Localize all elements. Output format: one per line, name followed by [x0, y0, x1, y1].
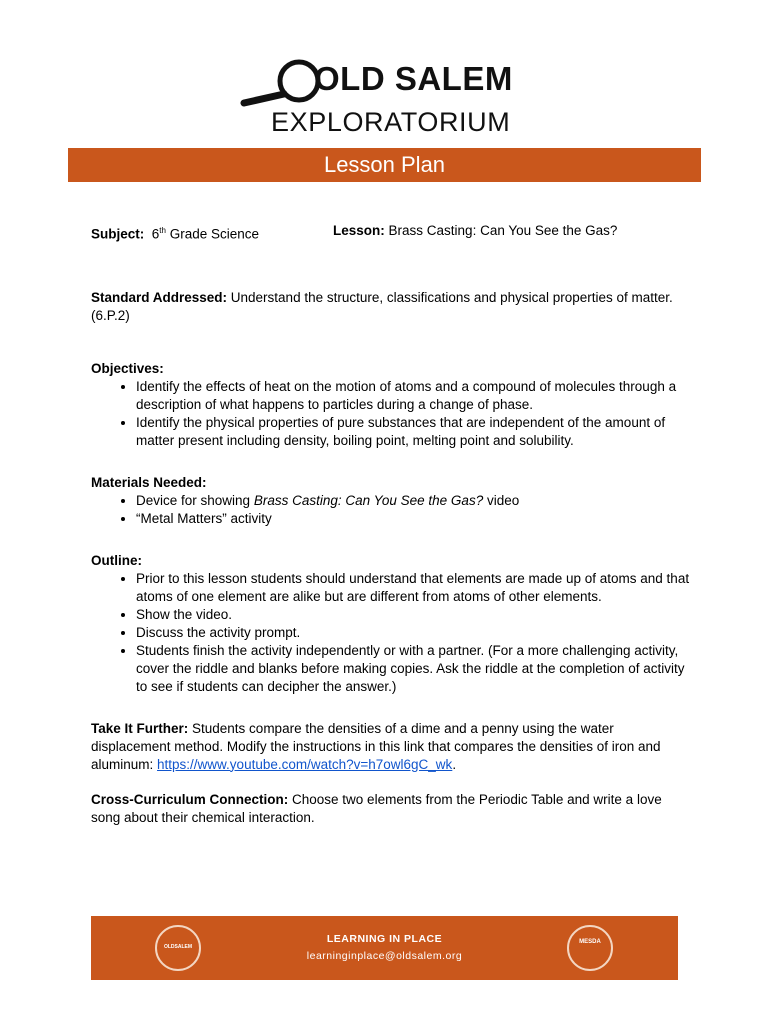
objectives-list	[91, 378, 691, 450]
footer-banner	[91, 916, 678, 980]
standard-text: Understand the structure, classifications and physical properties of matter. (6.P.2)	[91, 289, 673, 323]
outline-list	[91, 570, 691, 696]
subject-grade: 6	[151, 226, 160, 242]
cross-curriculum: Cross-Curriculum Connection: Choose two elements from the Periodic Table and write a love song about their chemical interaction.	[91, 791, 662, 825]
lesson-title: Brass Casting: Can You See the Gas?	[388, 223, 618, 238]
youtube-link[interactable]: https://www.youtube.com/watch?v=h7owl6gC_wk	[157, 756, 453, 772]
list-item: • Prior to this lesson students should understand that elements are made up of atoms and that atoms of one element are alike but are different from atoms of other elements.	[136, 570, 691, 606]
list-item: • Identify the effects of heat on the motion of atoms and a compound of molecules through a description of what happens to particles during a change of phase.	[136, 378, 691, 414]
old-salem-seal-icon: OLDSALEM	[155, 925, 201, 971]
take-it-further-label: Take It Further:	[91, 720, 189, 736]
cross-curriculum-label: Cross-Curriculum Connection:	[91, 791, 289, 807]
logo	[236, 56, 536, 142]
logo-subtitle: EXPLORATORIUM	[271, 107, 511, 137]
list-item: • Device for showing Brass Casting: Can You See the Gas? video	[136, 492, 691, 510]
materials-list	[91, 492, 691, 528]
standard-addressed	[91, 289, 691, 325]
list-item: • Identify the physical properties of pure substances that are independent of the amount of matter present including density, boiling point, melting point and solubility.	[136, 414, 691, 450]
footer-email: learninginplace@oldsalem.org	[306, 950, 463, 962]
materials-heading: Materials Needed:	[91, 474, 207, 490]
list-item: • Students finish the activity independently or with a partner. (For a more challenging activity, cover the riddle and blanks before making copies. Ask the riddle at the completion of activity to see if students can decipher the answer.)	[136, 642, 691, 696]
list-item: • Show the video.	[136, 606, 691, 624]
list-item: • “Metal Matters” activity	[136, 510, 691, 528]
subject-value: Grade Science	[165, 226, 260, 242]
take-it-further: Take It Further: Students compare the densities of a dime and a penny using the water displacement method. Modify the instructions in this link that compares the densities of iron and aluminum: https://www.youtube.com/watch?v=h7owl6gC_wk.	[91, 720, 661, 772]
lesson	[333, 222, 617, 244]
outline-heading: Outline:	[91, 552, 142, 568]
list-item: • Discuss the activity prompt.	[136, 624, 691, 642]
lesson-content	[91, 222, 691, 827]
subject	[91, 222, 333, 244]
logo-title: OLD SALEM	[314, 60, 513, 97]
subject-lesson-row	[91, 222, 691, 244]
subject-grade-suffix: th	[159, 226, 166, 235]
subject-label: Subject:	[91, 226, 145, 242]
lesson-plan-banner: Lesson Plan	[68, 148, 701, 182]
video-title: Brass Casting: Can You See the Gas?	[253, 492, 484, 508]
footer-title: LEARNING IN PLACE	[326, 933, 443, 945]
standard-label: Standard Addressed:	[91, 289, 228, 305]
objectives-heading: Objectives:	[91, 360, 164, 376]
mesda-seal-icon: MESDA	[567, 925, 613, 971]
lesson-label: Lesson:	[333, 223, 385, 238]
